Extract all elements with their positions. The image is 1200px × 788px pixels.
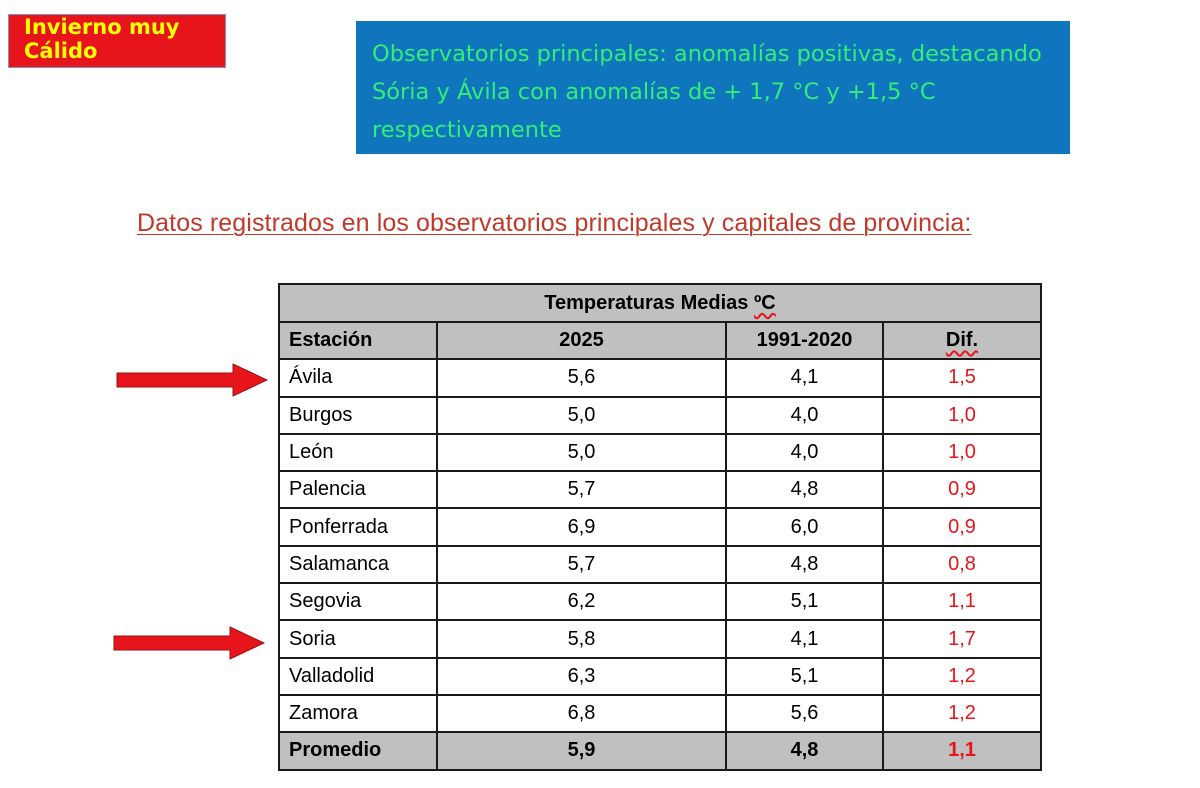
- temperature-table: [278, 283, 1042, 771]
- difference-cell: 1,2: [883, 658, 1041, 695]
- value-2025-cell: 5,9: [437, 732, 726, 769]
- section-heading: Datos registrados en los observatorios principales y capitales de provincia:: [137, 209, 972, 237]
- value-2025-cell: 6,3: [437, 658, 726, 695]
- value-2025-cell: 6,2: [437, 583, 726, 620]
- value-2025-cell: 5,8: [437, 620, 726, 657]
- difference-cell: 1,1: [883, 732, 1041, 769]
- table-row: [279, 434, 1041, 471]
- normal-cell: 5,1: [726, 658, 883, 695]
- difference-cell: 1,5: [883, 359, 1041, 396]
- normal-cell: 4,0: [726, 434, 883, 471]
- station-cell: Soria: [279, 620, 437, 657]
- station-cell: León: [279, 434, 437, 471]
- arrow-icon-avila: [115, 363, 270, 397]
- normal-cell: 4,1: [726, 620, 883, 657]
- normal-cell: 4,8: [726, 471, 883, 508]
- normal-cell: 4,1: [726, 359, 883, 396]
- normal-cell: 6,0: [726, 508, 883, 545]
- difference-cell: 0,9: [883, 508, 1041, 545]
- value-2025-cell: 5,6: [437, 359, 726, 396]
- value-2025-cell: 5,7: [437, 471, 726, 508]
- station-cell: Ávila: [279, 359, 437, 396]
- table-row: [279, 397, 1041, 434]
- station-cell: Segovia: [279, 583, 437, 620]
- table-row: [279, 620, 1041, 657]
- value-2025-cell: 6,8: [437, 695, 726, 732]
- difference-cell: 1,0: [883, 397, 1041, 434]
- normal-cell: 4,8: [726, 732, 883, 769]
- header-diff: Dif.: [883, 322, 1041, 359]
- table-row: [279, 658, 1041, 695]
- category-badge: [8, 14, 226, 68]
- value-2025-cell: 5,0: [437, 397, 726, 434]
- normal-cell: 4,8: [726, 546, 883, 583]
- normal-cell: 5,6: [726, 695, 883, 732]
- summary-note: Observatorios principales: anomalías positivas, destacando Sória y Ávila con anomalías de + 1,7 °C y +1,5 °C respectivamente: [356, 21, 1070, 154]
- value-2025-cell: 5,7: [437, 546, 726, 583]
- header-2025: 2025: [437, 322, 726, 359]
- difference-cell: 1,7: [883, 620, 1041, 657]
- station-cell: Burgos: [279, 397, 437, 434]
- table-title: Temperaturas Medias ºC: [279, 284, 1041, 322]
- table-row: [279, 546, 1041, 583]
- station-cell: Ponferrada: [279, 508, 437, 545]
- average-row: [279, 732, 1041, 769]
- header-normal: 1991-2020: [726, 322, 883, 359]
- difference-cell: 0,8: [883, 546, 1041, 583]
- table-row: [279, 583, 1041, 620]
- category-badge-text: Invierno muy Cálido: [24, 15, 180, 63]
- header-station: Estación: [279, 322, 437, 359]
- normal-cell: 5,1: [726, 583, 883, 620]
- station-cell: Valladolid: [279, 658, 437, 695]
- value-2025-cell: 6,9: [437, 508, 726, 545]
- station-cell: Salamanca: [279, 546, 437, 583]
- table-row: [279, 359, 1041, 396]
- table-row: [279, 508, 1041, 545]
- arrow-icon-soria: [112, 626, 267, 660]
- station-cell: Palencia: [279, 471, 437, 508]
- normal-cell: 4,0: [726, 397, 883, 434]
- table-row: [279, 471, 1041, 508]
- difference-cell: 1,2: [883, 695, 1041, 732]
- station-cell: Zamora: [279, 695, 437, 732]
- difference-cell: 1,1: [883, 583, 1041, 620]
- difference-cell: 0,9: [883, 471, 1041, 508]
- difference-cell: 1,0: [883, 434, 1041, 471]
- station-cell: Promedio: [279, 732, 437, 769]
- value-2025-cell: 5,0: [437, 434, 726, 471]
- table-row: [279, 695, 1041, 732]
